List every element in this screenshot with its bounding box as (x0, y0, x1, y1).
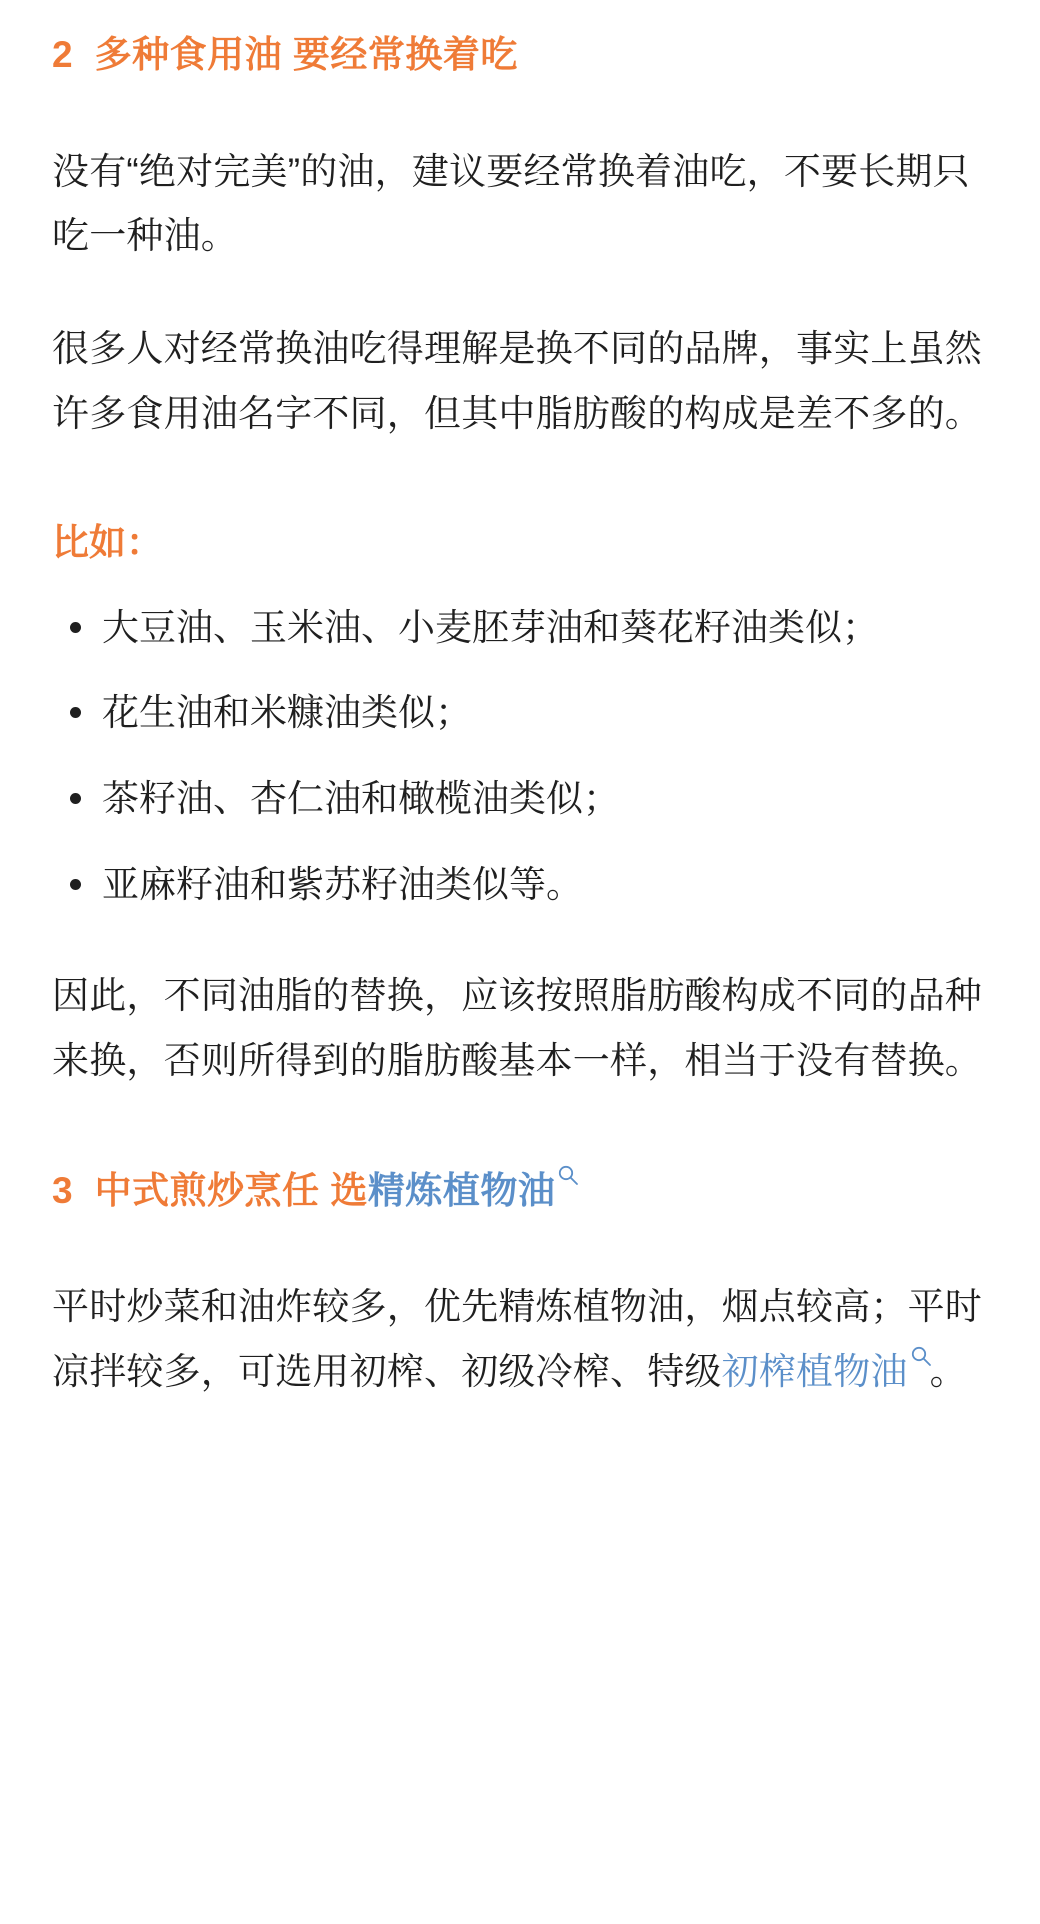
list-item: 大豆油、玉米油、小麦胚芽油和葵花籽油类似； (52, 596, 988, 660)
section-3-paragraph (52, 1275, 988, 1405)
list-item: 亚麻籽油和紫苏籽油类似等。 (52, 853, 988, 917)
section-2-lead: 比如： (52, 521, 163, 563)
section-3-paragraph-prefix: 平时炒菜和油炸较多，优先精炼植物油，烟点较高；平时凉拌较多，可选用初榨、初级冷榨、特级 (52, 1286, 982, 1393)
list-item: 茶籽油、杏仁油和橄榄油类似； (52, 767, 988, 831)
section-heading-3-number: 3 (52, 1169, 74, 1211)
search-icon[interactable] (557, 1170, 577, 1190)
section-3-paragraph-suffix: 。 (929, 1351, 967, 1393)
section-heading-2-number: 2 (52, 34, 74, 75)
section-heading-2-text: 多种食用油 要经常换着吃 (94, 34, 518, 75)
heading-keyword-link[interactable]: 精炼植物油 (367, 1169, 556, 1211)
section-2-paragraph-1: 没有“绝对完美”的油，建议要经常换着油吃，不要长期只吃一种油。 (52, 150, 970, 257)
section-heading-3 (52, 1164, 988, 1218)
bottom-spacer (52, 1405, 988, 1435)
section-heading-2 (52, 28, 988, 82)
section-2-paragraph-2: 很多人对经常换油吃得理解是换不同的品牌，事实上虽然许多食用油名字不同，但其中脂肪酸的构成是差不多的。 (52, 328, 982, 434)
body-keyword-link[interactable]: 初榨植物油 (721, 1351, 908, 1393)
search-icon[interactable] (910, 1351, 930, 1371)
oil-similarity-list (52, 596, 988, 917)
section-2-closing-paragraph: 因此，不同油脂的替换，应该按照脂肪酸构成不同的品种来换，否则所得到的脂肪酸基本一样，相当于没有替换。 (52, 975, 982, 1082)
list-item: 花生油和米糠油类似； (52, 681, 988, 745)
section-heading-3-text: 中式煎炒烹任 选 (94, 1169, 368, 1211)
